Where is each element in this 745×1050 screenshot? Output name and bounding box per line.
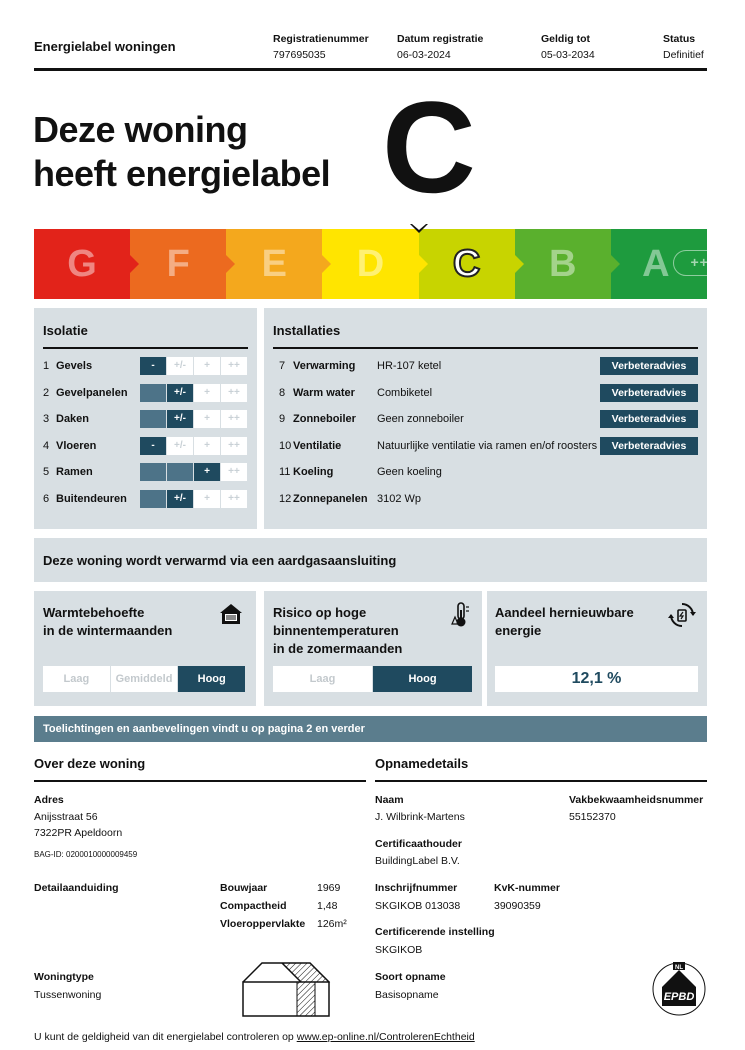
scale-option-hoog: Hoog — [178, 666, 246, 692]
isolatie-rating — [140, 490, 247, 508]
installatie-row — [279, 410, 707, 428]
row-number: 5 — [43, 466, 50, 478]
scale-option-hoog: Hoog — [373, 666, 473, 692]
row-number: 10 — [279, 439, 292, 452]
rating-cell — [140, 384, 166, 402]
rating-cell: - — [140, 357, 166, 375]
kvk-label: KvK-nummer — [494, 882, 560, 894]
scale-option-laag: Laag — [43, 666, 111, 692]
naam-label: Naam — [375, 794, 404, 806]
scale-option-laag: Laag — [273, 666, 373, 692]
row-number: 1 — [43, 360, 50, 372]
rating-cell: ++ — [221, 410, 247, 428]
plus-pill: ++++ — [673, 250, 745, 276]
vakbekwaamheid-label: Vakbekwaamheidsnummer — [569, 794, 704, 806]
warmtebehoefte-panel — [34, 591, 256, 706]
risico-scale — [273, 666, 473, 692]
row-value: Combiketel — [377, 386, 433, 399]
verbeteradvies-button[interactable]: Verbeteradvies — [600, 437, 698, 455]
thermometer-icon — [450, 602, 472, 628]
vakbekwaamheid-value: 55152370 — [569, 811, 616, 823]
hernieuwbaar-value: 12,1 % — [495, 666, 698, 692]
vloeroppervlakte-label: Vloeroppervlakte — [220, 918, 306, 930]
hero-energy-label: C — [382, 74, 476, 220]
risico-title: Risico op hoge binnentemperaturen in de zomermaanden — [273, 605, 403, 656]
row-value: 3102 Wp — [377, 492, 422, 505]
isolatie-title: Isolatie — [43, 323, 88, 338]
bouwjaar-value: 1969 — [317, 882, 341, 894]
isolatie-row — [43, 410, 248, 428]
row-number: 11 — [279, 466, 291, 478]
isolatie-rating — [140, 384, 247, 402]
row-number: 2 — [43, 386, 50, 399]
svg-text:EPBD: EPBD — [663, 991, 695, 1003]
opname-title: Opnamedetails — [375, 756, 469, 771]
isolatie-panel — [34, 308, 257, 529]
hernieuwbaar-panel — [487, 591, 707, 706]
energy-label-scale — [34, 229, 728, 299]
compactheid-value: 1,48 — [317, 900, 338, 912]
toelichting-bar: Toelichtingen en aanbevelingen vindt u op pagina 2 en verder — [34, 716, 707, 742]
scale-letter: F — [166, 243, 190, 285]
isolatie-rating — [140, 410, 247, 428]
row-name: Warm water — [293, 386, 355, 399]
verbeteradvies-button[interactable]: Verbeteradvies — [600, 357, 698, 375]
instelling-value: SKGIKOB — [375, 944, 423, 956]
row-number: 12 — [279, 492, 292, 505]
rating-cell — [140, 410, 166, 428]
certificaathouder-label: Certificaathouder — [375, 838, 462, 850]
rating-cell: +/- — [167, 490, 193, 508]
compactheid-label: Compactheid — [220, 900, 287, 912]
row-name: Ramen — [56, 466, 93, 478]
row-number: 8 — [279, 386, 286, 399]
rating-cell — [140, 463, 166, 481]
isolatie-row — [43, 490, 248, 508]
verification-link[interactable]: www.ep-online.nl/ControlerenEchtheid — [296, 1031, 475, 1043]
installatie-row — [279, 490, 707, 508]
registration-date: Datum registratie 06-03-2024 — [397, 33, 484, 61]
woningtype-label: Woningtype — [34, 971, 94, 983]
rating-cell: + — [194, 437, 220, 455]
status: Status Definitief — [663, 33, 704, 61]
rating-cell: +/- — [167, 384, 193, 402]
scale-letter: C — [452, 243, 481, 285]
bouwjaar-label: Bouwjaar — [220, 882, 268, 894]
header-divider — [34, 68, 707, 71]
installatie-row — [279, 384, 707, 402]
row-value: Geen zonneboiler — [377, 413, 464, 425]
row-name: Koeling — [293, 466, 334, 478]
row-name: Vloeren — [56, 439, 97, 452]
bag-id: BAG-ID: 0200010000009459 — [34, 850, 138, 859]
rating-cell: + — [194, 490, 220, 508]
scale-segment-c — [419, 229, 515, 299]
scale-letter: D — [356, 243, 385, 285]
rating-cell — [140, 490, 166, 508]
rating-cell: +/- — [167, 437, 193, 455]
rating-cell: ++ — [221, 490, 247, 508]
rating-cell: + — [194, 357, 220, 375]
valid-until: Geldig tot 05-03-2034 — [541, 33, 595, 61]
isolatie-row — [43, 384, 248, 402]
installaties-title: Installaties — [273, 323, 341, 338]
verbeteradvies-button[interactable]: Verbeteradvies — [600, 384, 698, 402]
rating-cell: + — [194, 410, 220, 428]
verbeteradvies-button[interactable]: Verbeteradvies — [600, 410, 698, 428]
epbd-logo — [650, 960, 710, 1018]
document-title: Energielabel woningen — [34, 39, 176, 54]
installatie-row — [279, 357, 707, 375]
inschrijfnummer-value: SKGIKOB 013038 — [375, 900, 461, 912]
heating-note: Deze woning wordt verwarmd via een aardgasaansluiting — [43, 553, 397, 568]
scale-segment-a — [611, 229, 728, 299]
adres-line2: 7322PR Apeldoorn — [34, 827, 123, 839]
isolatie-rating — [140, 463, 247, 481]
row-number: 7 — [279, 360, 286, 372]
adres-line1: Anijsstraat 56 — [34, 811, 98, 823]
hernieuwbaar-title: Aandeel hernieuwbare energie — [495, 605, 634, 638]
renewable-energy-icon — [667, 600, 697, 630]
inschrijfnummer-label: Inschrijfnummer — [375, 882, 458, 894]
row-value: Geen koeling — [377, 466, 442, 478]
installatie-row — [279, 463, 707, 481]
scale-letter: G — [67, 243, 97, 285]
row-name: Zonneboiler — [293, 413, 356, 425]
kvk-value: 39090359 — [494, 900, 541, 912]
installaties-panel — [264, 308, 707, 529]
installatie-row — [279, 437, 707, 455]
instelling-label: Certificerende instelling — [375, 926, 495, 938]
isolatie-row — [43, 357, 248, 375]
terraced-house-icon — [242, 960, 330, 1018]
rating-cell: +/- — [167, 410, 193, 428]
rating-cell: ++ — [221, 463, 247, 481]
soort-opname-label: Soort opname — [375, 971, 446, 983]
certificaathouder-value: BuildingLabel B.V. — [375, 855, 460, 867]
row-value: HR-107 ketel — [377, 360, 442, 372]
row-number: 6 — [43, 492, 50, 505]
footer-note: U kunt de geldigheid van dit energielabel controleren op www.ep-online.nl/ControlerenEchtheid — [34, 1031, 475, 1043]
risico-panel — [264, 591, 482, 706]
row-name: Ventilatie — [293, 439, 342, 452]
scale-letter: E — [261, 243, 288, 285]
rating-cell: + — [194, 463, 220, 481]
isolatie-rating — [140, 357, 247, 375]
detail-label: Detailaanduiding — [34, 882, 119, 894]
row-name: Daken — [56, 413, 90, 425]
registration-number: Registratienummer 797695035 — [273, 33, 369, 61]
adres-label: Adres — [34, 794, 64, 806]
row-name: Gevels — [56, 360, 93, 372]
isolatie-row — [43, 463, 248, 481]
house-icon — [219, 603, 243, 625]
rating-cell: + — [194, 384, 220, 402]
over-title: Over deze woning — [34, 756, 146, 771]
row-name: Verwarming — [293, 360, 356, 372]
scale-segment-b — [515, 229, 611, 299]
scale-segment-g — [34, 229, 130, 299]
row-value: Natuurlijke ventilatie via ramen en/of roosters — [377, 439, 598, 452]
isolatie-rating — [140, 437, 247, 455]
rating-cell — [167, 463, 193, 481]
rating-cell: +/- — [167, 357, 193, 375]
soort-opname-value: Basisopname — [375, 989, 439, 1001]
naam-value: J. Wilbrink-Martens — [375, 811, 465, 823]
row-number: 4 — [43, 439, 50, 452]
hero-title: Deze woning heeft energielabel — [33, 109, 331, 194]
scale-segment-e — [226, 229, 322, 299]
heating-note-panel — [34, 538, 707, 582]
svg-text:NL: NL — [675, 965, 683, 971]
scale-segment-d — [322, 229, 418, 299]
woningtype-value: Tussenwoning — [34, 989, 102, 1001]
scale-segment-f — [130, 229, 226, 299]
row-name: Gevelpanelen — [56, 386, 128, 399]
row-number: 9 — [279, 413, 286, 425]
rating-cell: ++ — [221, 437, 247, 455]
scale-option-gemiddeld: Gemiddeld — [111, 666, 179, 692]
rating-cell: - — [140, 437, 166, 455]
row-name: Zonnepanelen — [293, 492, 368, 505]
row-number: 3 — [43, 413, 50, 425]
vloeroppervlakte-value: 126m² — [317, 918, 347, 930]
rating-cell: ++ — [221, 357, 247, 375]
isolatie-row — [43, 437, 248, 455]
warmtebehoefte-scale — [43, 666, 246, 692]
row-name: Buitendeuren — [56, 492, 127, 505]
scale-letter: A — [642, 243, 670, 285]
warmtebehoefte-title: Warmtebehoefte in de wintermaanden — [43, 605, 173, 638]
scale-letter: B — [549, 243, 577, 285]
rating-cell: ++ — [221, 384, 247, 402]
